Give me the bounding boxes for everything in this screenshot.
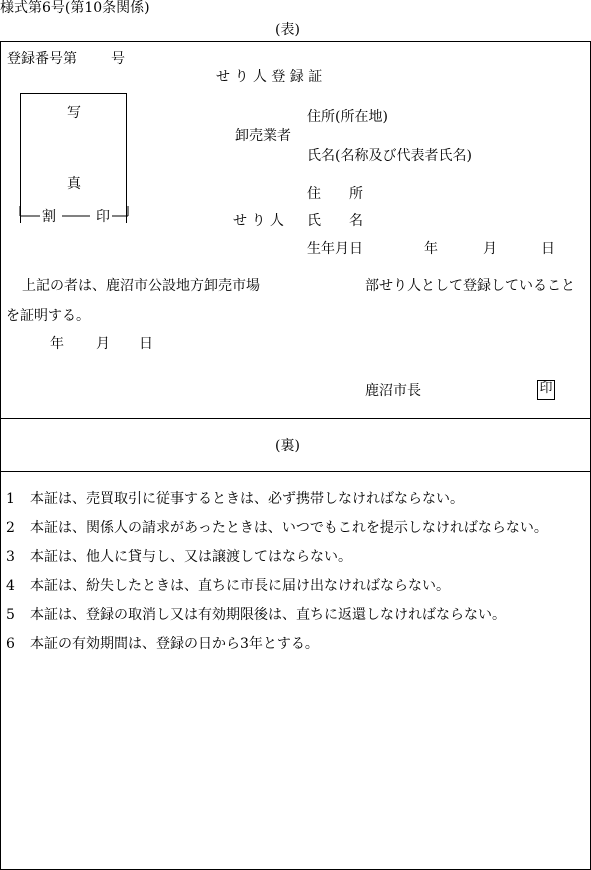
- note-text: 本証の有効期間は、登録の日から3年とする。: [30, 636, 319, 652]
- seal-char-right: 印: [96, 209, 110, 225]
- note-text: 本証は、関係人の請求があったときは、いつでもこれを提示しなければならない。: [30, 520, 548, 536]
- note-text: 本証は、登録の取消し又は有効期限後は、直ちに返還しなければならない。: [30, 607, 506, 623]
- auctioneer-birth-label: 生年月日: [307, 241, 363, 257]
- photo-char-1: 写: [67, 105, 81, 121]
- note-number: 5: [6, 607, 15, 623]
- wholesaler-name-label: 氏名(名称及び代表者氏名): [307, 148, 472, 164]
- wholesaler-address-label: 住所(所在地): [307, 109, 388, 125]
- issue-month-label: 月: [96, 336, 110, 352]
- seal-line: [18, 206, 132, 226]
- certification-line1-start: 上記の者は、鹿沼市公設地方卸売市場: [22, 278, 260, 294]
- birth-day-label: 日: [541, 241, 555, 257]
- birth-month-label: 月: [483, 241, 497, 257]
- note-number: 1: [6, 491, 15, 507]
- issue-year-label: 年: [50, 336, 64, 352]
- issue-day-label: 日: [139, 336, 153, 352]
- seal-stamp: 印: [537, 380, 555, 400]
- certification-line2: を証明する。: [6, 308, 90, 324]
- note-text: 本証は、紛失したときは、直ちに市長に届け出なければならない。: [30, 578, 450, 594]
- divider-front-back: [0, 418, 591, 419]
- issuer-label: 鹿沼市長: [365, 383, 421, 399]
- back-caption: (裏): [275, 438, 300, 454]
- auctioneer-name-label: 氏 名: [307, 213, 363, 229]
- birth-year-label: 年: [424, 241, 438, 257]
- auctioneer-label: せ り 人: [233, 213, 284, 229]
- auctioneer-address-label: 住 所: [307, 186, 363, 202]
- registration-number-prefix: 登録番号第: [7, 51, 77, 67]
- registration-number-suffix: 号: [111, 51, 125, 67]
- certification-line1-end: 部せり人として登録していること: [365, 278, 575, 294]
- wholesaler-label: 卸売業者: [235, 128, 291, 144]
- front-caption: (表): [275, 22, 300, 38]
- certificate-title: せ り 人 登 録 証: [216, 69, 323, 85]
- note-number: 4: [6, 578, 15, 594]
- note-number: 3: [6, 549, 15, 565]
- note-text: 本証は、他人に貸与し、又は譲渡してはならない。: [30, 549, 352, 565]
- seal-char-left: 割: [42, 209, 56, 225]
- note-number: 2: [6, 520, 15, 536]
- note-text: 本証は、売買取引に従事するときは、必ず携帯しなければならない。: [30, 491, 464, 507]
- divider-back-caption: [0, 471, 591, 472]
- form-number: 様式第6号(第10条関係): [0, 0, 150, 16]
- photo-char-2: 真: [67, 176, 81, 192]
- note-number: 6: [6, 636, 15, 652]
